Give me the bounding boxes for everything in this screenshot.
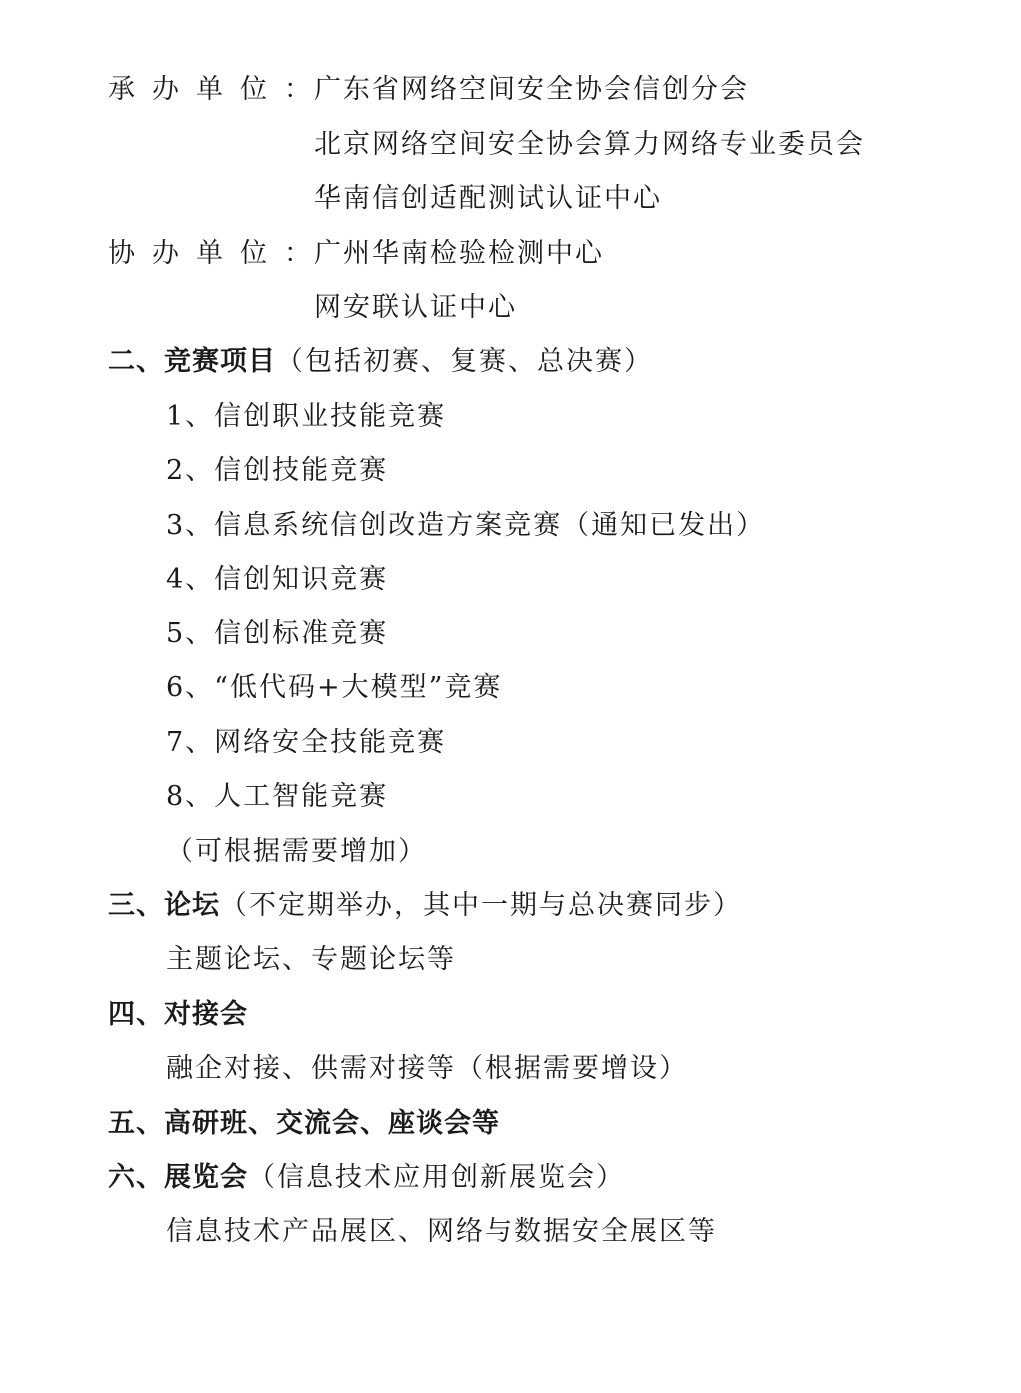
section-4-heading: 四、对接会: [108, 999, 248, 1030]
host-unit-1: 广东省网络空间安全协会信创分会: [314, 74, 749, 105]
section-3-heading: 三、论坛: [108, 890, 220, 921]
section-4-title: [108, 998, 248, 1032]
competition-item-5: 5、信创标准竞赛: [166, 618, 389, 649]
competition-item-2: 2、信创技能竞赛: [166, 455, 389, 486]
section-5-heading: 五、高研班、交流会、座谈会等: [108, 1108, 500, 1139]
competition-item-8: 8、人工智能竞赛: [166, 781, 389, 812]
host-unit-3: 华南信创适配测试认证中心: [314, 183, 662, 214]
competition-item-6: 6、“低代码+大模型”竞赛: [166, 672, 503, 703]
co-units-label: 协办单位：: [108, 238, 328, 269]
competition-item-1: 1、信创职业技能竞赛: [166, 401, 447, 432]
co-unit-1: 广州华南检验检测中心: [314, 238, 604, 269]
section-3-note: （不定期举办，其中一期与总决赛同步）: [220, 890, 742, 921]
section-6-title: [108, 1161, 625, 1195]
section-2-note: （包括初赛、复赛、总决赛）: [276, 346, 653, 377]
competition-extra-note: （可根据需要增加）: [166, 836, 427, 867]
host-unit-2: 北京网络空间安全协会算力网络专业委员会: [314, 129, 865, 160]
section-2-title: [108, 345, 653, 379]
section-5-title: [108, 1107, 500, 1141]
section-3-body: 主题论坛、专题论坛等: [166, 944, 456, 975]
competition-item-7: 7、网络安全技能竞赛: [166, 727, 447, 758]
section-6-body: 信息技术产品展区、网络与数据安全展区等: [166, 1216, 717, 1247]
competition-item-3: 3、信息系统信创改造方案竞赛（通知已发出）: [166, 510, 766, 541]
section-2-heading: 二、竞赛项目: [108, 346, 276, 377]
section-6-note: （信息技术应用创新展览会）: [248, 1162, 625, 1193]
co-unit-2: 网安联认证中心: [314, 292, 517, 323]
section-3-title: [108, 889, 742, 923]
competition-item-4: 4、信创知识竞赛: [166, 564, 389, 595]
section-4-body: 融企对接、供需对接等（根据需要增设）: [166, 1053, 688, 1084]
section-6-heading: 六、展览会: [108, 1162, 248, 1193]
host-units-label: 承办单位：: [108, 74, 328, 105]
